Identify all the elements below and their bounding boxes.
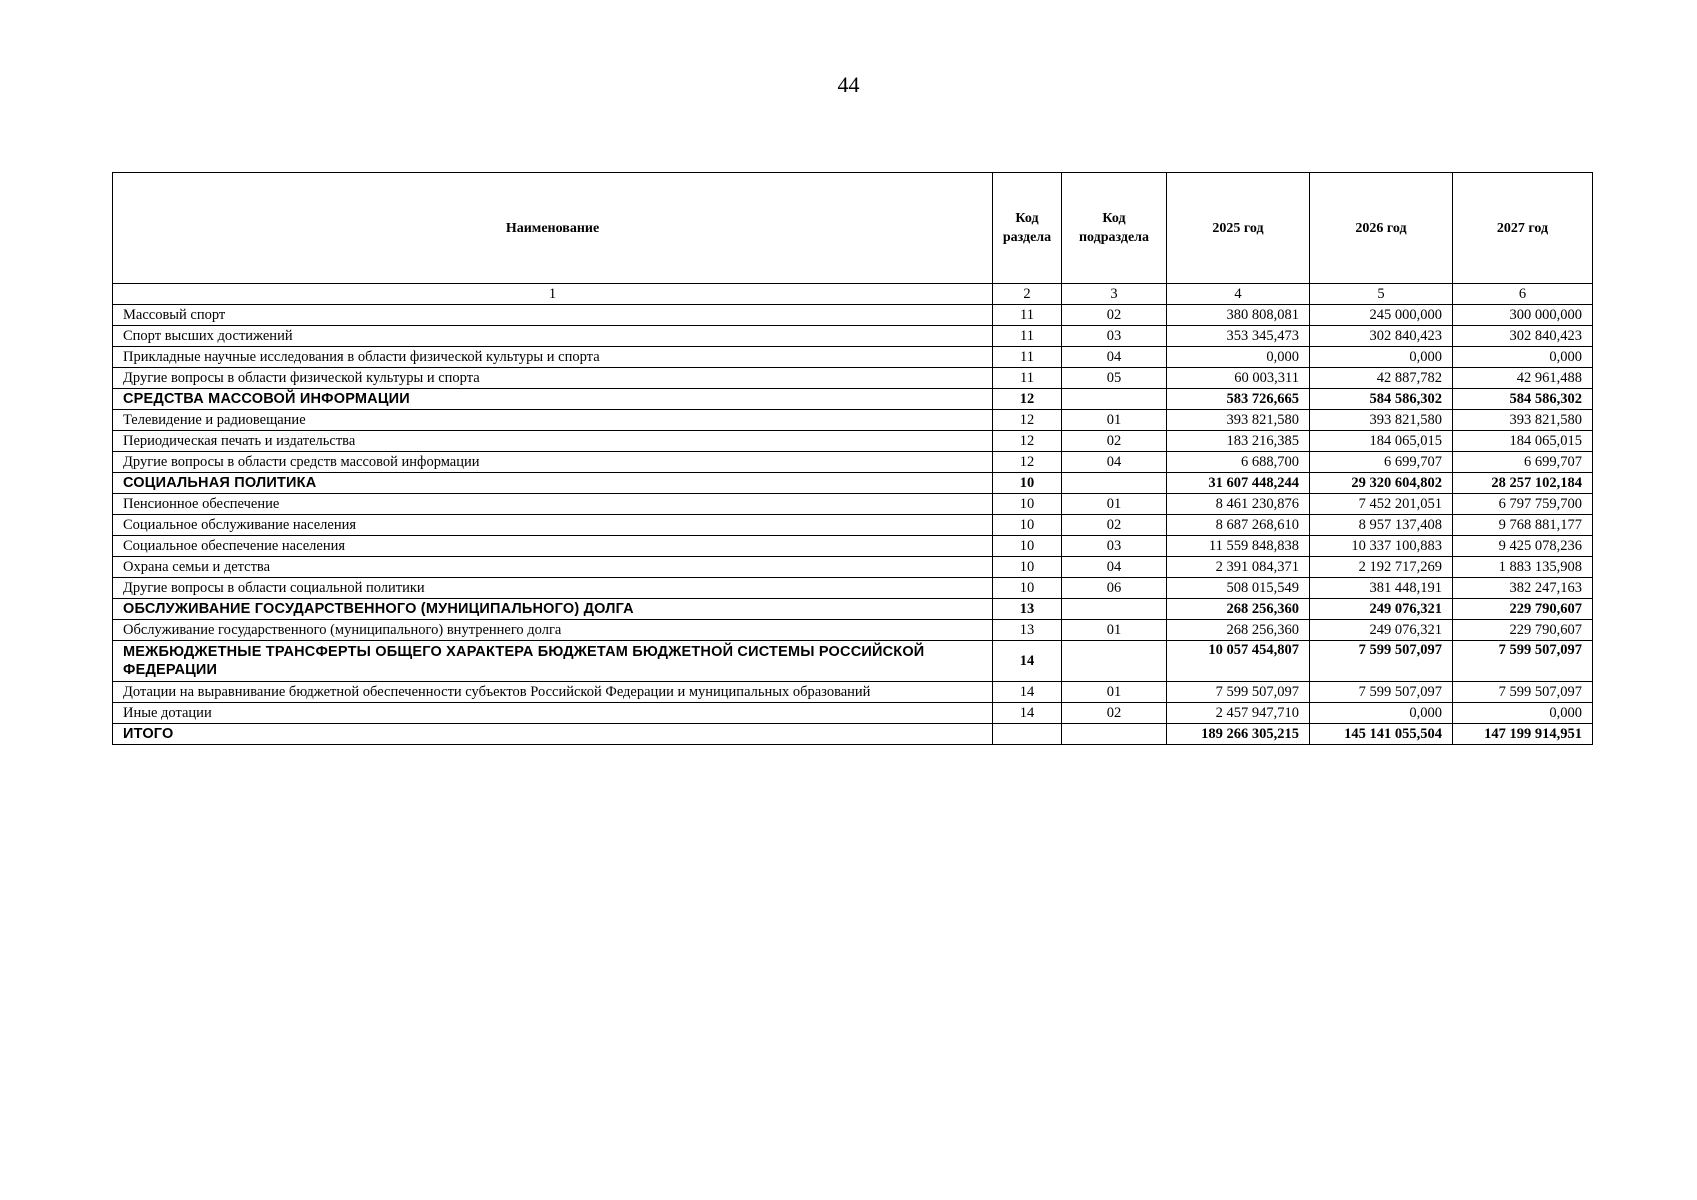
row-name: Социальное обеспечение населения — [113, 536, 993, 557]
row-value-2025: 10 057 454,807 — [1167, 641, 1310, 682]
row-value-2026: 302 840,423 — [1310, 326, 1453, 347]
row-razdel-code: 14 — [993, 641, 1062, 682]
row-value-2027: 6 699,707 — [1453, 452, 1593, 473]
row-razdel-code: 10 — [993, 557, 1062, 578]
row-razdel-code: 13 — [993, 599, 1062, 620]
row-name: Телевидение и радиовещание — [113, 410, 993, 431]
row-value-2026: 10 337 100,883 — [1310, 536, 1453, 557]
row-razdel-code: 10 — [993, 515, 1062, 536]
row-podrazdel-code: 01 — [1062, 682, 1167, 703]
row-value-2026: 393 821,580 — [1310, 410, 1453, 431]
row-value-2027: 1 883 135,908 — [1453, 557, 1593, 578]
table-row — [113, 347, 1593, 368]
table-section-row — [113, 599, 1593, 620]
row-name: Массовый спорт — [113, 305, 993, 326]
table-row — [113, 368, 1593, 389]
row-value-2025: 7 599 507,097 — [1167, 682, 1310, 703]
table-header-row — [113, 173, 1593, 284]
row-value-2025: 268 256,360 — [1167, 599, 1310, 620]
row-value-2026: 249 076,321 — [1310, 620, 1453, 641]
header-2025: 2025 год — [1167, 173, 1310, 284]
row-name: Прикладные научные исследования в области физической культуры и спорта — [113, 347, 993, 368]
table-section-row — [113, 389, 1593, 410]
row-podrazdel-code: 04 — [1062, 557, 1167, 578]
row-value-2027: 382 247,163 — [1453, 578, 1593, 599]
row-value-2027: 184 065,015 — [1453, 431, 1593, 452]
table-row — [113, 305, 1593, 326]
row-value-2026: 8 957 137,408 — [1310, 515, 1453, 536]
row-value-2026: 584 586,302 — [1310, 389, 1453, 410]
row-value-2027: 6 797 759,700 — [1453, 494, 1593, 515]
column-number: 6 — [1453, 284, 1593, 305]
row-podrazdel-code — [1062, 724, 1167, 745]
row-value-2026: 249 076,321 — [1310, 599, 1453, 620]
row-podrazdel-code — [1062, 641, 1167, 682]
row-value-2025: 31 607 448,244 — [1167, 473, 1310, 494]
row-value-2026: 145 141 055,504 — [1310, 724, 1453, 745]
row-value-2027: 302 840,423 — [1453, 326, 1593, 347]
row-name: ИТОГО — [113, 724, 993, 745]
row-value-2026: 2 192 717,269 — [1310, 557, 1453, 578]
table-row — [113, 431, 1593, 452]
row-name: Периодическая печать и издательства — [113, 431, 993, 452]
table-section-row — [113, 641, 1593, 682]
page-number: 44 — [837, 72, 860, 97]
table-row — [113, 326, 1593, 347]
row-podrazdel-code: 02 — [1062, 515, 1167, 536]
row-razdel-code: 11 — [993, 347, 1062, 368]
row-podrazdel-code — [1062, 599, 1167, 620]
table-row — [113, 703, 1593, 724]
row-name: Охрана семьи и детства — [113, 557, 993, 578]
row-razdel-code: 12 — [993, 452, 1062, 473]
row-value-2025: 60 003,311 — [1167, 368, 1310, 389]
row-podrazdel-code — [1062, 473, 1167, 494]
row-podrazdel-code: 01 — [1062, 410, 1167, 431]
table-row — [113, 620, 1593, 641]
row-value-2025: 6 688,700 — [1167, 452, 1310, 473]
row-value-2025: 2 457 947,710 — [1167, 703, 1310, 724]
row-podrazdel-code: 02 — [1062, 703, 1167, 724]
row-value-2025: 189 266 305,215 — [1167, 724, 1310, 745]
table-section-row — [113, 724, 1593, 745]
row-value-2025: 0,000 — [1167, 347, 1310, 368]
row-value-2025: 353 345,473 — [1167, 326, 1310, 347]
row-value-2026: 29 320 604,802 — [1310, 473, 1453, 494]
table-row — [113, 515, 1593, 536]
row-value-2026: 7 599 507,097 — [1310, 682, 1453, 703]
row-razdel-code: 10 — [993, 473, 1062, 494]
row-name: МЕЖБЮДЖЕТНЫЕ ТРАНСФЕРТЫ ОБЩЕГО ХАРАКТЕРА БЮДЖЕТАМ БЮДЖЕТНОЙ СИСТЕМЫ РОССИЙСКОЙ ФЕДЕРАЦИИ — [113, 641, 993, 682]
row-value-2025: 393 821,580 — [1167, 410, 1310, 431]
row-value-2027: 147 199 914,951 — [1453, 724, 1593, 745]
row-podrazdel-code: 01 — [1062, 494, 1167, 515]
row-name: Социальное обслуживание населения — [113, 515, 993, 536]
header-2026: 2026 год — [1310, 173, 1453, 284]
row-name: Другие вопросы в области социальной политики — [113, 578, 993, 599]
row-value-2026: 42 887,782 — [1310, 368, 1453, 389]
row-value-2025: 11 559 848,838 — [1167, 536, 1310, 557]
row-value-2026: 6 699,707 — [1310, 452, 1453, 473]
header-2027: 2027 год — [1453, 173, 1593, 284]
table-row — [113, 557, 1593, 578]
row-name: Пенсионное обеспечение — [113, 494, 993, 515]
row-podrazdel-code: 02 — [1062, 431, 1167, 452]
row-podrazdel-code: 03 — [1062, 536, 1167, 557]
row-value-2026: 0,000 — [1310, 347, 1453, 368]
row-value-2025: 583 726,665 — [1167, 389, 1310, 410]
row-razdel-code: 10 — [993, 536, 1062, 557]
row-value-2027: 9 425 078,236 — [1453, 536, 1593, 557]
row-name: Обслуживание государственного (муниципального) внутреннего долга — [113, 620, 993, 641]
row-value-2026: 245 000,000 — [1310, 305, 1453, 326]
row-value-2026: 7 452 201,051 — [1310, 494, 1453, 515]
row-value-2027: 28 257 102,184 — [1453, 473, 1593, 494]
row-razdel-code: 10 — [993, 578, 1062, 599]
row-razdel-code: 12 — [993, 431, 1062, 452]
row-razdel-code: 11 — [993, 368, 1062, 389]
row-value-2027: 9 768 881,177 — [1453, 515, 1593, 536]
table-row — [113, 578, 1593, 599]
row-value-2027: 393 821,580 — [1453, 410, 1593, 431]
row-name: СРЕДСТВА МАССОВОЙ ИНФОРМАЦИИ — [113, 389, 993, 410]
row-name: Другие вопросы в области физической культуры и спорта — [113, 368, 993, 389]
row-value-2027: 0,000 — [1453, 347, 1593, 368]
column-number: 3 — [1062, 284, 1167, 305]
row-value-2027: 42 961,488 — [1453, 368, 1593, 389]
column-number: 5 — [1310, 284, 1453, 305]
row-podrazdel-code — [1062, 389, 1167, 410]
row-razdel-code: 10 — [993, 494, 1062, 515]
table-section-row — [113, 473, 1593, 494]
column-number: 2 — [993, 284, 1062, 305]
row-name: Дотации на выравнивание бюджетной обеспеченности субъектов Российской Федерации и муниципальных образований — [113, 682, 993, 703]
row-value-2027: 229 790,607 — [1453, 620, 1593, 641]
row-razdel-code: 11 — [993, 305, 1062, 326]
row-value-2026: 184 065,015 — [1310, 431, 1453, 452]
row-value-2027: 7 599 507,097 — [1453, 682, 1593, 703]
row-value-2025: 8 461 230,876 — [1167, 494, 1310, 515]
row-value-2025: 380 808,081 — [1167, 305, 1310, 326]
table-body — [113, 305, 1593, 745]
row-razdel-code: 13 — [993, 620, 1062, 641]
row-razdel-code: 12 — [993, 389, 1062, 410]
table-row — [113, 682, 1593, 703]
header-name: Наименование — [113, 173, 993, 284]
row-value-2025: 508 015,549 — [1167, 578, 1310, 599]
header-razdel: Код раздела — [993, 173, 1062, 284]
row-podrazdel-code: 04 — [1062, 347, 1167, 368]
row-podrazdel-code: 03 — [1062, 326, 1167, 347]
row-name: Спорт высших достижений — [113, 326, 993, 347]
row-value-2025: 268 256,360 — [1167, 620, 1310, 641]
column-number: 4 — [1167, 284, 1310, 305]
row-razdel-code — [993, 724, 1062, 745]
row-name: Другие вопросы в области средств массовой информации — [113, 452, 993, 473]
row-razdel-code: 11 — [993, 326, 1062, 347]
row-value-2026: 0,000 — [1310, 703, 1453, 724]
table-row — [113, 536, 1593, 557]
row-value-2027: 584 586,302 — [1453, 389, 1593, 410]
row-podrazdel-code: 06 — [1062, 578, 1167, 599]
row-value-2026: 7 599 507,097 — [1310, 641, 1453, 682]
row-podrazdel-code: 04 — [1062, 452, 1167, 473]
row-value-2027: 229 790,607 — [1453, 599, 1593, 620]
row-value-2025: 183 216,385 — [1167, 431, 1310, 452]
table-row — [113, 452, 1593, 473]
row-name: Иные дотации — [113, 703, 993, 724]
row-razdel-code: 14 — [993, 703, 1062, 724]
row-name: ОБСЛУЖИВАНИЕ ГОСУДАРСТВЕННОГО (МУНИЦИПАЛЬНОГО) ДОЛГА — [113, 599, 993, 620]
budget-table — [112, 172, 1593, 745]
table-row — [113, 410, 1593, 431]
row-value-2027: 7 599 507,097 — [1453, 641, 1593, 682]
column-number: 1 — [113, 284, 993, 305]
row-podrazdel-code: 02 — [1062, 305, 1167, 326]
row-podrazdel-code: 05 — [1062, 368, 1167, 389]
row-name: СОЦИАЛЬНАЯ ПОЛИТИКА — [113, 473, 993, 494]
row-value-2026: 381 448,191 — [1310, 578, 1453, 599]
row-value-2025: 8 687 268,610 — [1167, 515, 1310, 536]
row-value-2027: 0,000 — [1453, 703, 1593, 724]
table-row — [113, 494, 1593, 515]
row-value-2027: 300 000,000 — [1453, 305, 1593, 326]
header-podrazdel: Код подраздела — [1062, 173, 1167, 284]
row-podrazdel-code: 01 — [1062, 620, 1167, 641]
row-value-2025: 2 391 084,371 — [1167, 557, 1310, 578]
row-razdel-code: 12 — [993, 410, 1062, 431]
row-razdel-code: 14 — [993, 682, 1062, 703]
column-number-row — [113, 284, 1593, 305]
